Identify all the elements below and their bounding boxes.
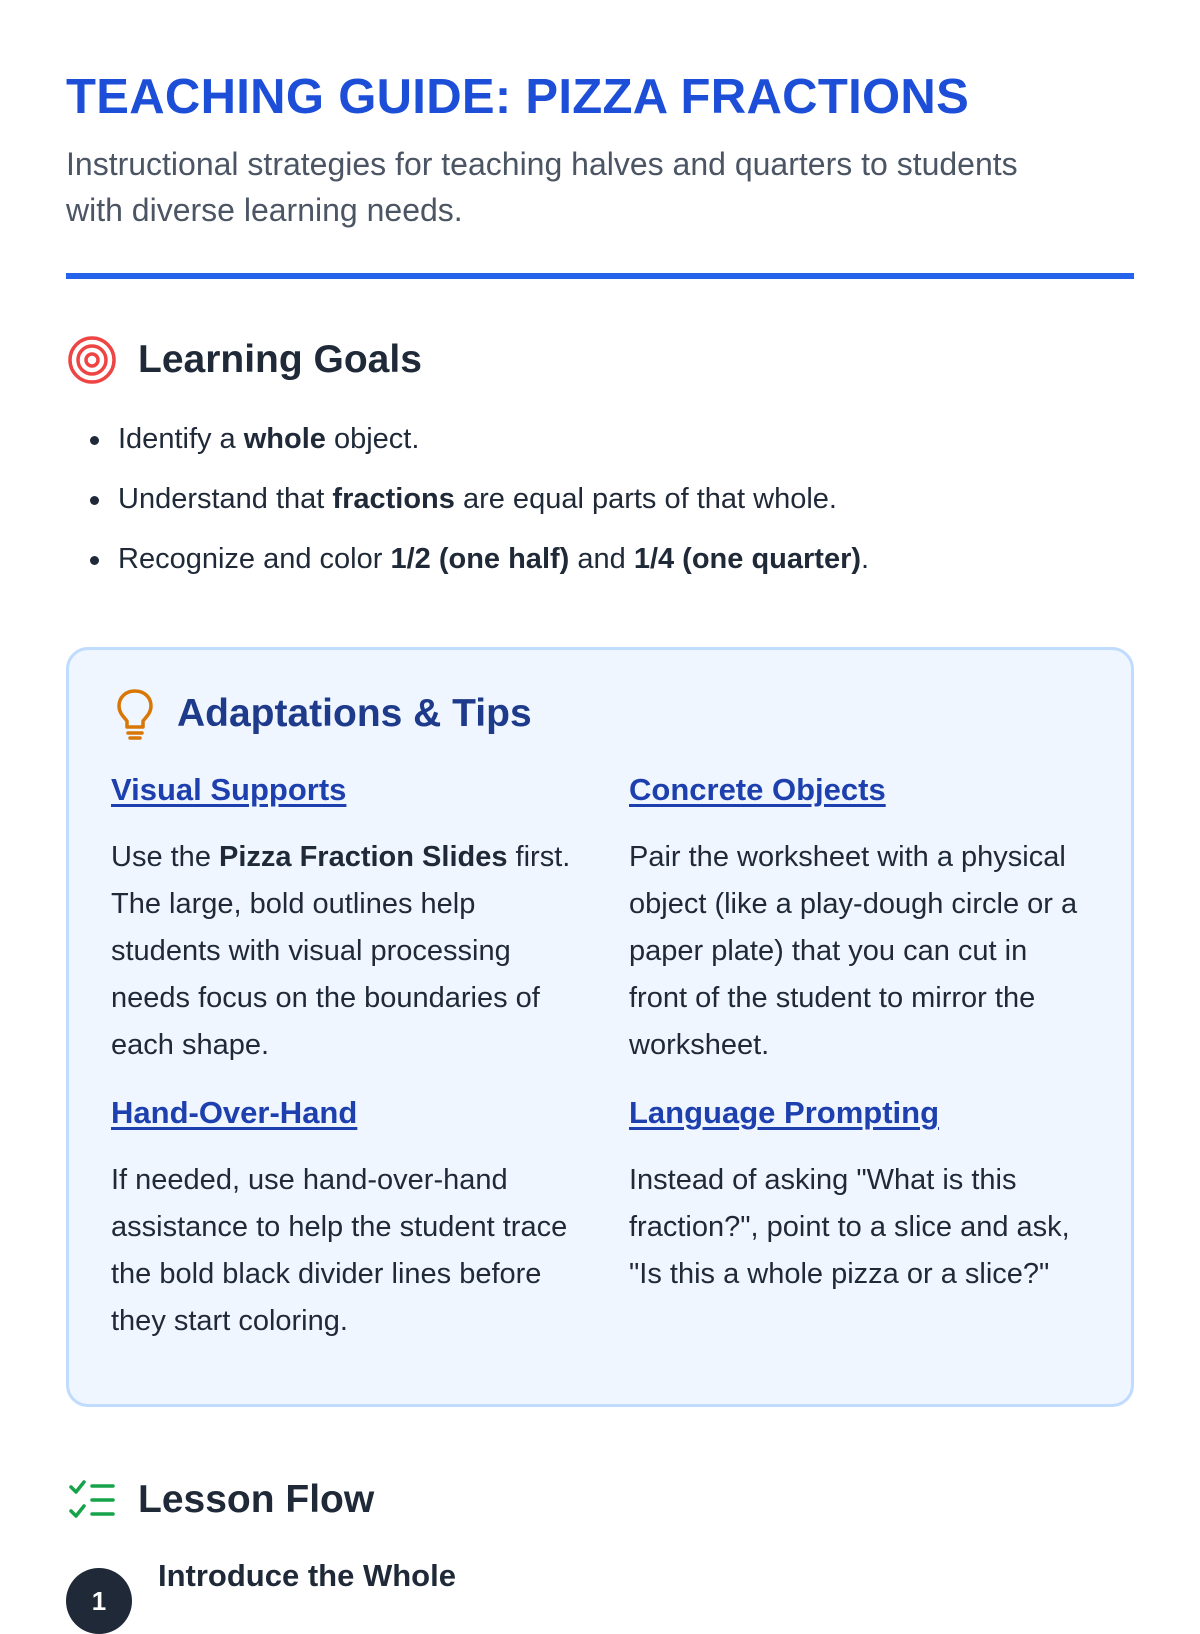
adaptations-tips-box	[66, 647, 1134, 1407]
lesson-flow-header	[66, 1470, 374, 1530]
tip-title: Visual Supports	[111, 772, 347, 807]
tip-body: Instead of asking "What is this fraction?", point to a slice and ask, "Is this a whole pizza or a slice?"	[629, 1164, 1070, 1290]
learning-goals-heading: Learning Goals	[138, 338, 422, 381]
step-title: Introduce the Whole	[158, 1558, 456, 1593]
tip-hand-over-hand	[111, 1091, 629, 1345]
tip-title: Language Prompting	[629, 1095, 939, 1130]
page-title: TEACHING GUIDE: PIZZA FRACTIONS	[66, 70, 970, 124]
page-subtitle: Instructional strategies for teaching halves and quarters to students with diverse learning needs.	[66, 146, 1018, 228]
tip-title: Concrete Objects	[629, 772, 886, 807]
tip-concrete-objects	[629, 768, 1089, 1069]
tip-body: Use the Pizza Fraction Slides first. The large, bold outlines help students with visual processing needs focus on the boundaries of each shape.	[111, 841, 571, 1061]
list-item: Identify a whole object.	[66, 409, 1134, 469]
tip-body: If needed, use hand-over-hand assistance to help the student trace the bold black divider lines before they start coloring.	[111, 1164, 568, 1337]
tips-grid	[111, 768, 1089, 1345]
tip-language-prompting	[629, 1091, 1089, 1345]
lesson-flow-heading: Lesson Flow	[138, 1478, 375, 1521]
learning-goals-list	[66, 409, 1134, 589]
tip-title: Hand-Over-Hand	[111, 1095, 358, 1130]
learning-goals-header	[66, 330, 1134, 390]
lesson-flow-section	[66, 1470, 374, 1530]
list-item: Understand that fractions are equal parts of that whole.	[66, 469, 1134, 529]
step-number-badge: 1	[66, 1568, 132, 1634]
lesson-step	[66, 1558, 456, 1634]
lightbulb-icon	[111, 686, 159, 742]
target-icon	[66, 334, 118, 386]
tip-visual-supports	[111, 768, 629, 1069]
adaptations-header	[111, 682, 1089, 746]
checklist-icon	[66, 1474, 118, 1526]
title-divider	[66, 273, 1134, 279]
list-item: Recognize and color 1/2 (one half) and 1/4 (one quarter).	[66, 529, 1134, 589]
adaptations-heading: Adaptations & Tips	[177, 692, 532, 735]
tip-body: Pair the worksheet with a physical object (like a play-dough circle or a paper plate) that you can cut in front of the student to mirror the worksheet.	[629, 841, 1078, 1061]
learning-goals-section	[66, 330, 1134, 589]
